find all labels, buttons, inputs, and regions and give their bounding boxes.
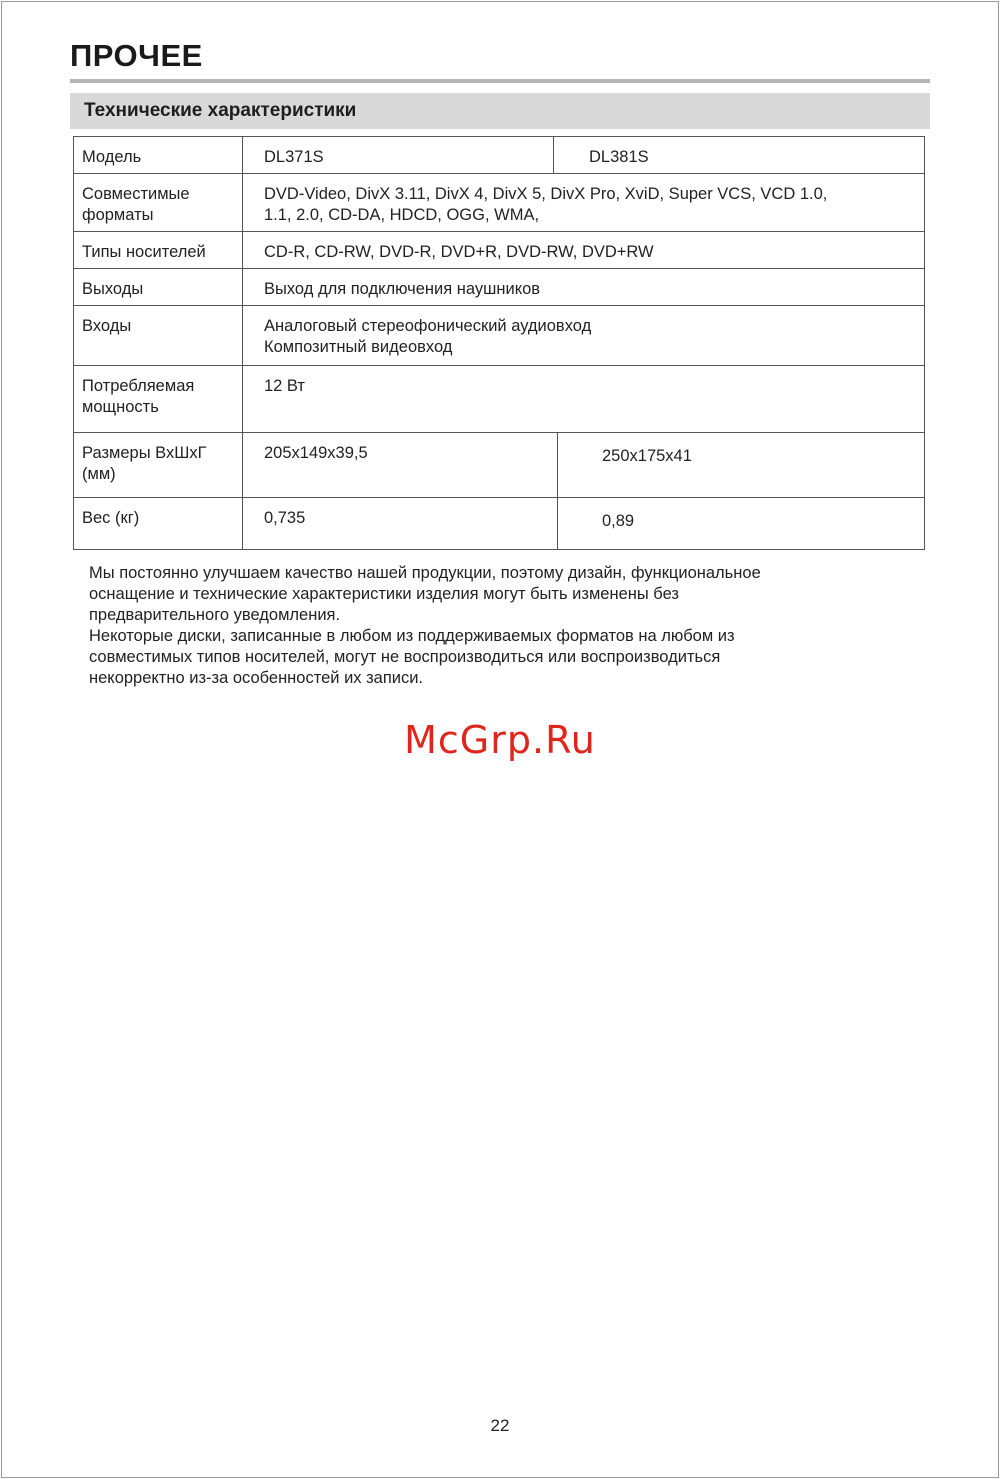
section-header [70,93,930,129]
dimensions-dl381s-cell [558,433,925,498]
power-value-cell [243,366,925,433]
media-label-cell [74,232,243,269]
watermark: McGrp.Ru [404,718,596,762]
inputs-value-cell [243,306,925,366]
note2-line3: некорректно из-за особенностей их записи. [89,669,424,687]
table-row-model [74,137,925,174]
weight-label-cell [74,498,243,550]
note2-line2: совместимых типов носителей, могут не воспроизводиться или воспроизводиться [89,648,721,666]
weight-dl371s: 0,735 [264,509,306,527]
table-row-outputs [74,269,925,306]
weight-dl381s: 0,89 [602,512,635,530]
power-label-cell [74,366,243,433]
model-dl371s-cell [243,137,554,174]
dimensions-label-line2: (мм) [82,465,116,483]
note-paragraph-2 [89,626,909,689]
formats-label-line1: Совместимые [82,185,190,203]
title-divider [70,79,930,83]
outputs-label-cell [74,269,243,306]
dimensions-label-line1: Размеры ВхШхГ [82,444,207,462]
table-row-inputs [74,306,925,366]
formats-value-line1: DVD-Video, DivX 3.11, DivX 4, DivX 5, DivX Pro, XviD, Super VCS, VCD 1.0, [264,185,828,203]
outputs-value-cell [243,269,925,306]
dimensions-dl371s-cell [243,433,558,498]
model-dl381s-cell [554,137,925,174]
note1-line1: Мы постоянно улучшаем качество нашей продукции, поэтому дизайн, функциональное [89,564,761,582]
model-dl371s: DL371S [264,148,324,166]
weight-label: Вес (кг) [82,509,140,527]
media-value: CD-R, CD-RW, DVD-R, DVD+R, DVD-RW, DVD+RW [264,243,654,261]
power-value: 12 Вт [264,377,305,395]
model-label-cell [74,137,243,174]
formats-value-line2: 1.1, 2.0, CD-DA, HDCD, OGG, WMA, [264,206,540,224]
table-row-power [74,366,925,433]
model-dl381s: DL381S [589,148,649,166]
weight-dl371s-cell [243,498,558,550]
outputs-label: Выходы [82,280,144,298]
media-label: Типы носителей [82,243,206,261]
dimensions-dl381s: 250x175x41 [602,447,692,465]
media-value-cell [243,232,925,269]
model-label: Модель [82,148,142,166]
formats-label-line2: форматы [82,206,154,224]
section-title: Технические характеристики [84,100,357,121]
weight-dl381s-cell [558,498,925,550]
inputs-label-cell [74,306,243,366]
inputs-value-line1: Аналоговый стереофонический аудиовход [264,317,592,335]
note1-line2: оснащение и технические характеристики изделия могут быть изменены без [89,585,679,603]
specifications-table [73,136,925,550]
table-row-media [74,232,925,269]
notes-block [89,563,909,689]
table-row-weight [74,498,925,550]
dimensions-dl371s: 205x149x39,5 [264,444,368,462]
inputs-label: Входы [82,317,132,335]
power-label-line2: мощность [82,398,159,416]
note2-line1: Некоторые диски, записанные в любом из поддерживаемых форматов на любом из [89,627,735,645]
power-label-line1: Потребляемая [82,377,195,395]
page-title: ПРОЧЕЕ [70,38,203,73]
table-row-formats [74,174,925,232]
table-row-dimensions [74,433,925,498]
inputs-value-line2: Композитный видеовход [264,338,453,356]
outputs-value: Выход для подключения наушников [264,280,541,298]
note-paragraph-1 [89,563,909,626]
formats-label-cell [74,174,243,232]
note1-line3: предварительного уведомления. [89,606,341,624]
page-number: 22 [490,1416,510,1435]
dimensions-label-cell [74,433,243,498]
formats-value-cell [243,174,925,232]
